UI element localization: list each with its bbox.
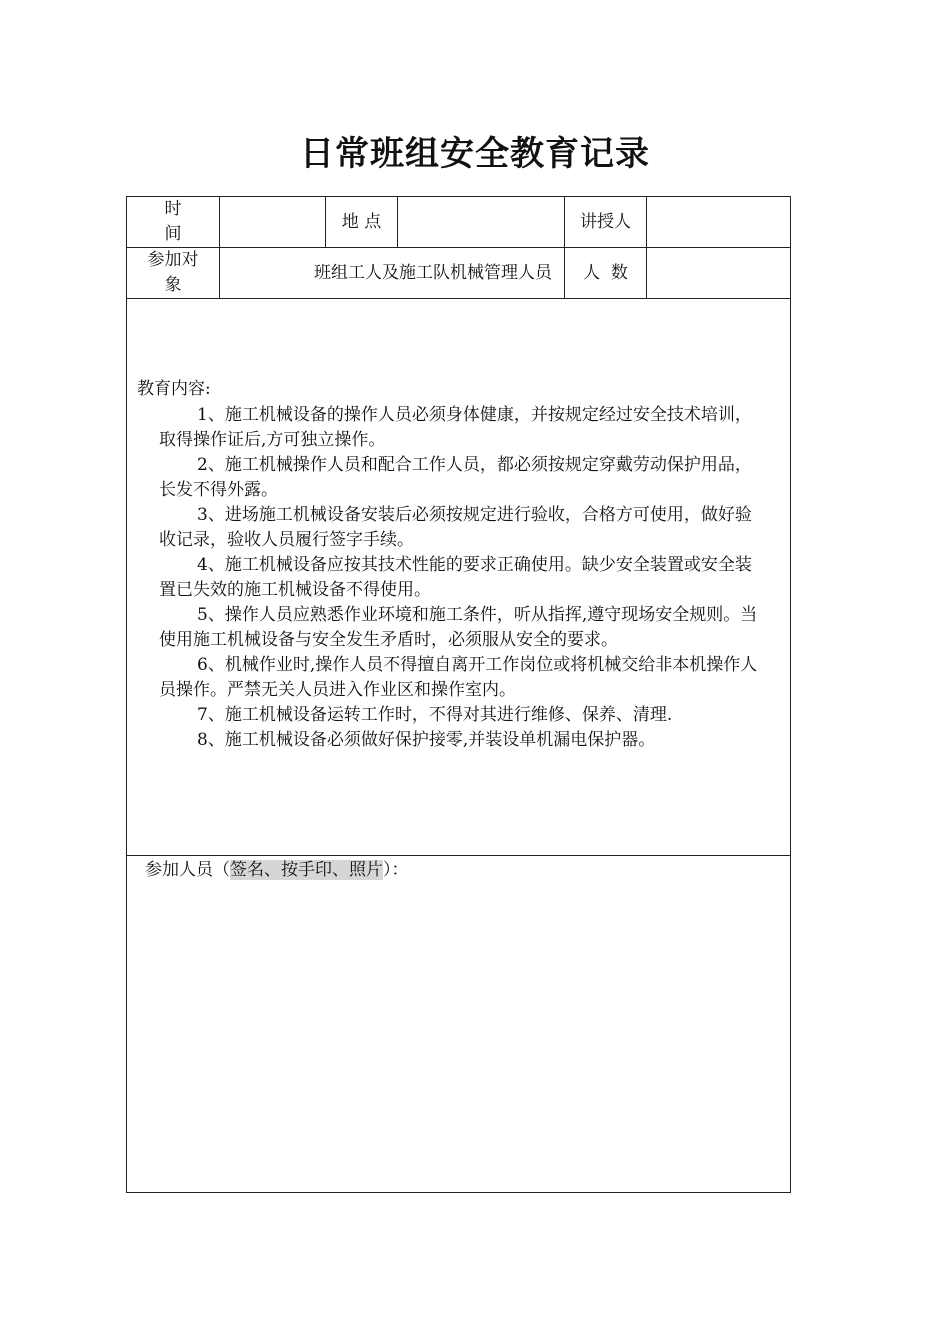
participants-signature-label	[127, 856, 790, 884]
participants-label-cell	[127, 248, 220, 299]
count-label-cell	[565, 248, 647, 299]
participants-value-cell[interactable]	[220, 248, 565, 299]
content-item-2: 2、施工机械操作人员和配合工作人员，都必须按规定穿戴劳动保护用品，长发不得外露。	[159, 455, 752, 500]
place-label-cell	[326, 197, 398, 248]
time-label: 时间	[164, 199, 182, 244]
signature-suffix: ）：	[383, 860, 409, 880]
content-item-6: 6、机械作业时,操作人员不得擅自离开工作岗位或将机械交给非本机操作人员操作。严禁无关人员进入作业区和操作室内。	[159, 655, 758, 700]
document-title: 日常班组安全教育记录	[300, 134, 650, 174]
content-item-5: 5、操作人员应熟悉作业环境和施工条件，听从指挥,遵守现场安全规则。当使用施工机械设备与安全发生矛盾时，必须服从安全的要求。	[159, 605, 758, 650]
content-item-4: 4、施工机械设备应按其技术性能的要求正确使用。缺少安全装置或安全装置已失效的施工机械设备不得使用。	[159, 555, 752, 600]
record-form	[126, 196, 791, 1193]
signature-prefix: 参加人员（	[145, 860, 230, 880]
content-item-1: 1、施工机械设备的操作人员必须身体健康，并按规定经过安全技术培训，取得操作证后,方可独立操作。	[159, 405, 752, 450]
content-item-8: 8、施工机械设备必须做好保护接零,并装设单机漏电保护器。	[197, 730, 656, 750]
content-cell	[127, 299, 791, 856]
lecturer-label-cell	[565, 197, 647, 248]
time-value-cell[interactable]	[220, 197, 326, 248]
place-label: 地 点	[341, 211, 382, 232]
participants-value: 班组工人及施工队机械管理人员	[314, 262, 552, 283]
count-label: 人 数	[583, 262, 628, 283]
place-value-cell[interactable]	[398, 197, 565, 248]
participants-signature-cell[interactable]	[127, 856, 791, 1193]
time-label-cell	[127, 197, 220, 248]
content-item-7: 7、施工机械设备运转工作时，不得对其进行维修、保养、清理.	[197, 705, 673, 725]
lecturer-value-cell[interactable]	[647, 197, 791, 248]
content-label: 教育内容:	[137, 379, 211, 399]
signature-highlight: 签名、按手印、照片	[230, 860, 383, 880]
lecturer-label: 讲授人	[580, 211, 631, 232]
education-content	[127, 299, 790, 753]
content-item-3: 3、进场施工机械设备安装后必须按规定进行验收，合格方可使用，做好验收记录，验收人员履行签字手续。	[159, 505, 752, 550]
participants-label: 参加对象	[147, 250, 199, 295]
count-value-cell[interactable]	[647, 248, 791, 299]
